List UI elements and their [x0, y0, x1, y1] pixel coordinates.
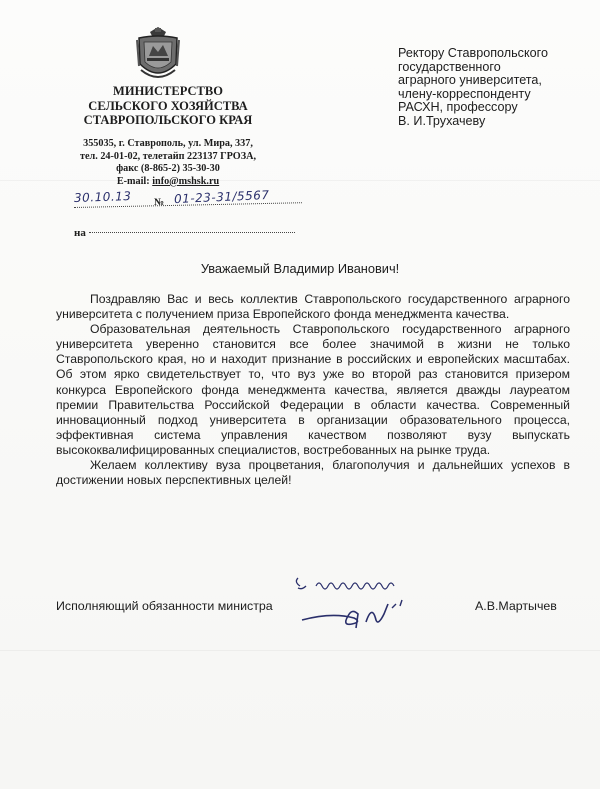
body-paragraph: Поздравляю Вас и весь коллектив Ставропольского государственного аграрного университета с получением приза Европейского фонда менеджмента качества. — [56, 292, 570, 322]
body-paragraph: Желаем коллективу вуза процветания, благополучия и дальнейших успехов в достижении новых перспективных целей! — [56, 458, 570, 488]
addressee-line: РАСХН, профессору — [398, 100, 518, 115]
addressee-line: члену-корреспонденту — [398, 86, 531, 101]
reference-dotted-line — [89, 232, 295, 233]
body-paragraph: Образовательная деятельность Ставропольского государственного аграрного университета уверенно становится все более значимой в жизни не только Ставропольского края, но и находит признание в российских и европейских масштабах. Об этом ярко свидетельствует то, что вуз уже во второй раз становится призером конкурса Европейского фонда менеджмента качества, является дважды лауреатом премии Правительства Российской Федерации в области качества. Современный инновационный подход университета в организации образовательного процесса, эффективная система управления качеством позволяют вузу выпускать высококвалифицированных специалистов, востребованных на рынке труда. — [56, 322, 570, 457]
paper-fold — [0, 650, 600, 651]
ministry-contacts — [76, 138, 260, 188]
addressee-line: Ректору Ставропольского — [398, 46, 548, 60]
addressee-line: аграрного университета, — [398, 73, 542, 88]
ministry-line: МИНИСТЕРСТВО — [113, 84, 223, 98]
addressee-line: В. И.Трухачеву — [398, 113, 486, 128]
email-label: E-mail: — [116, 175, 150, 187]
fax-line: факс (8-865-2) 35-30-30 — [116, 163, 220, 175]
incoming-reference — [74, 227, 314, 239]
addressee-block — [398, 47, 578, 129]
on-label: на — [74, 227, 86, 239]
salutation: Уважаемый Владимир Иванович! — [200, 261, 400, 276]
outgoing-number: 01-23-31/5567 — [173, 187, 270, 207]
ministry-line: СТАВРОПОЛЬСКОГО КРАЯ — [83, 113, 253, 127]
address-line: 355035, г. Ставрополь, ул. Мира, 337, — [83, 138, 253, 149]
number-sign: № — [154, 197, 165, 208]
signer-role: Исполняющий обязанности министра — [56, 599, 273, 613]
signer-name: А.В.Мартычев — [475, 599, 557, 613]
outgoing-date: 30.10.13 — [73, 189, 132, 205]
handwritten-signature — [292, 574, 452, 638]
letter-body — [56, 292, 570, 488]
phone-line: тел. 24-01-02, телетайп 223137 ГРОЗА, — [79, 150, 256, 162]
email-link[interactable]: info@mshsk.ru — [152, 175, 220, 187]
ministry-title — [78, 84, 258, 128]
email-line — [76, 176, 260, 189]
coat-of-arms-icon — [135, 26, 181, 84]
ministry-line: СЕЛЬСКОГО ХОЗЯЙСТВА — [88, 98, 248, 113]
addressee-line: государственного — [398, 59, 501, 74]
